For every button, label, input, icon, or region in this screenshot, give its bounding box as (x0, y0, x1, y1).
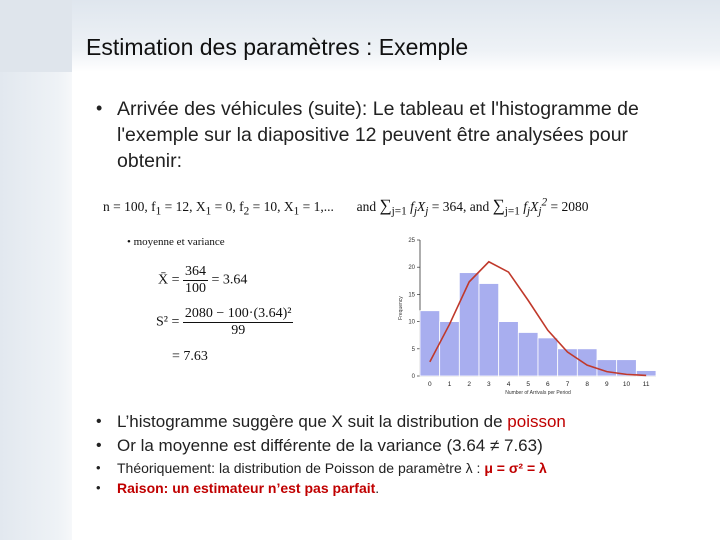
variance-num-2: 100·(3.64)² (227, 306, 292, 321)
bullet-theory-red: μ = σ² = λ (484, 460, 547, 476)
x-tick-label: 10 (622, 381, 631, 388)
mean-numerator: 364 (185, 264, 207, 279)
variance-denominator: 99 (231, 323, 246, 338)
variance-lhs: S² = (156, 314, 180, 330)
x-tick-label: 3 (487, 381, 491, 388)
mean-fraction (183, 264, 208, 297)
bullet-dot: • (96, 437, 102, 454)
variance-formula (156, 306, 293, 339)
y-tick-label: 5 (411, 346, 415, 353)
bullet-dot: • (96, 413, 102, 430)
given-sum-2: = 2080 (550, 199, 589, 214)
bullet-poisson-red: poisson (507, 412, 566, 431)
x-tick-label: 9 (605, 381, 609, 388)
bullet-poisson-text: L’histogramme suggère que X suit la distribution de (117, 412, 508, 431)
mean-denominator: 100 (185, 281, 207, 296)
small-bullet: • (127, 236, 134, 248)
y-tick-label: 10 (408, 319, 415, 326)
mean-variance-label (127, 236, 225, 248)
given-statistics: n = 100, $f_1 = 12$, $X_1 = 0$, $f_2 = 10$, $X_1 = 1$,... and $\sum_{j=1}$ $f_jX_j = 364$, and $\sum_{j=1}$ $f_jX_j^2 = 2080$ (103, 196, 589, 218)
bullet-dot: • (96, 480, 101, 495)
y-tick-label: 25 (408, 238, 415, 244)
y-axis-label: Frequency (398, 296, 404, 320)
histogram-bar (577, 349, 597, 376)
variance-num-1: 2080 (184, 306, 213, 321)
x-tick-label: 1 (447, 381, 452, 388)
x-tick-label: 11 (642, 381, 650, 388)
bullet-theory-text: Théoriquement: la distribution de Poisson de paramètre λ : (117, 460, 485, 476)
bullet-dot: • (96, 98, 103, 118)
mean-lhs: X̄ = (158, 272, 180, 288)
histogram-bar (479, 284, 499, 376)
bullet-mean-variance: Or la moyenne est différente de la variance (3.64 ≠ 7.63) (117, 436, 543, 455)
bullet-reason-red: Raison: un estimateur n’est pas parfait (117, 480, 376, 496)
histogram-bar (538, 338, 558, 376)
x-axis-label: Number of Arrivals per Period (505, 390, 571, 396)
y-tick-label: 0 (411, 374, 415, 380)
histogram-bar (440, 322, 460, 376)
left-band (0, 0, 72, 540)
x-tick-label: 4 (506, 381, 511, 388)
mean-variance-text: moyenne et variance (133, 236, 225, 248)
variance-numerator (183, 306, 294, 323)
x-tick-label: 8 (585, 381, 589, 388)
histogram-bar (597, 360, 617, 376)
histogram-bar (459, 273, 479, 376)
x-tick-label: 2 (467, 381, 471, 388)
x-tick-label: 7 (565, 381, 570, 388)
page-title: Estimation des paramètres : Exemple (86, 34, 469, 60)
histogram-bar (518, 332, 538, 376)
bullet-reason (117, 480, 379, 496)
variance-result: = 7.63 (172, 349, 208, 364)
x-tick-label: 6 (546, 381, 550, 388)
y-tick-label: 20 (408, 265, 415, 272)
variance-fraction (183, 306, 294, 339)
given-sum-1: = 364, (431, 199, 467, 214)
bullet-poisson (117, 412, 566, 432)
intro-paragraph: Arrivée des véhicules (suite): Le tableau et l'histogramme de l'exemple sur la diapositive 12 peuvent être analysées pour obtenir: (117, 98, 639, 172)
mean-result: = 3.64 (211, 272, 248, 288)
given-and-2: and (469, 199, 490, 214)
bullet-dot: • (96, 460, 101, 475)
histogram-bar (420, 311, 440, 376)
x-tick-label: 5 (526, 381, 530, 388)
variance-minus: − (216, 306, 225, 321)
mean-formula (158, 264, 247, 297)
histogram-chart (392, 230, 672, 396)
corner-block (0, 0, 72, 72)
x-tick-label: 0 (428, 381, 432, 388)
bullet-theory (117, 460, 547, 476)
bullet-reason-end: . (375, 480, 380, 496)
y-tick-label: 15 (408, 292, 415, 299)
given-and-1: and (356, 199, 377, 214)
histogram-bar (499, 322, 519, 376)
given-prefix: n = 100, f (103, 199, 156, 214)
